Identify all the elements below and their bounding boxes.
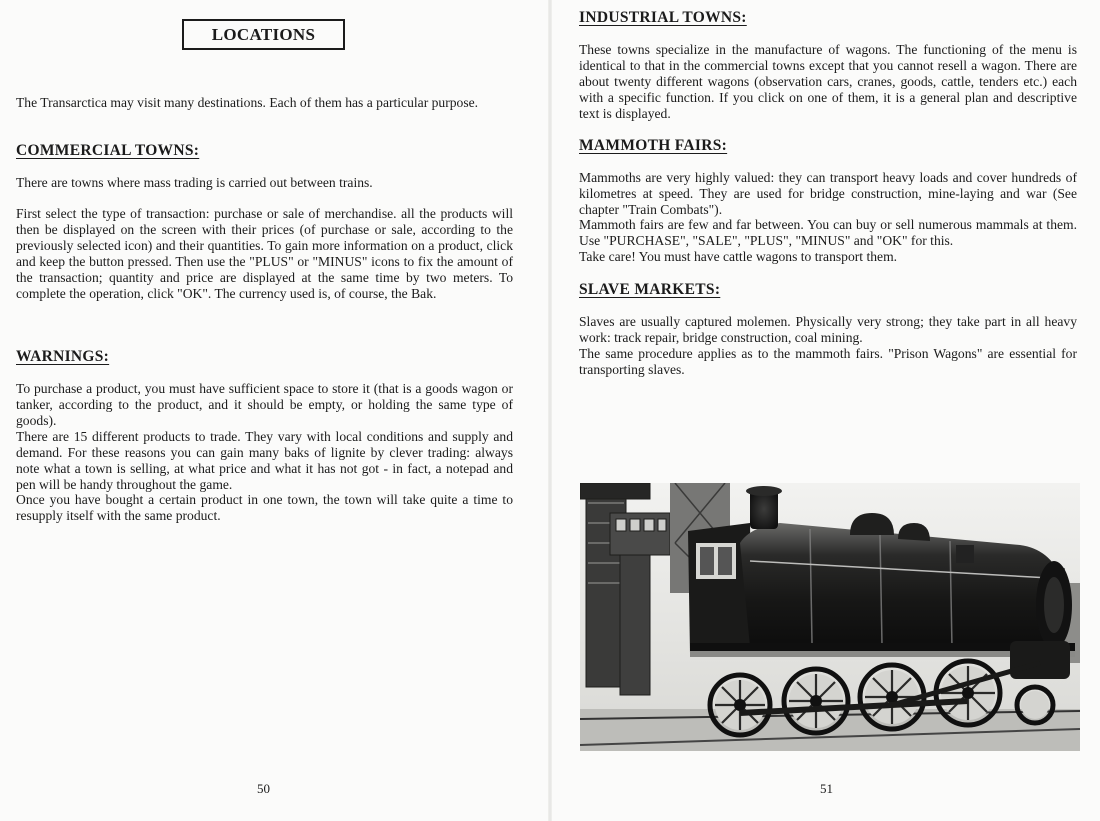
mammoth-value-paragraph: Mammoths are very highly valued: they can transport heavy loads and cover hundreds of kilometres at speed. They are used for bridge construction, mine-laying and war (See chapter "Train Combats"). <box>579 170 1077 217</box>
mammoth-fairs-paragraph: Mammoth fairs are few and far between. You can buy or sell numerous mammals at them. Use "PURCHASE", "SALE", "PLUS", "MINUS" and "OK" for this. <box>579 217 1077 248</box>
commercial-towns-heading: COMMERCIAL TOWNS: <box>16 142 200 159</box>
locations-title: LOCATIONS <box>182 19 345 50</box>
warnings-heading: WARNINGS: <box>16 348 110 365</box>
page-number-right: 51 <box>820 781 833 796</box>
mammoth-warning-paragraph: Take care! You must have cattle wagons to transport them. <box>579 249 898 264</box>
left-page <box>0 0 548 821</box>
industrial-paragraph: These towns specialize in the manufacture of wagons. The functioning of the menu is identical to that in the commercial towns except that you cannot resell a wagon. There are about twenty different wagons (observation cars, cranes, goods, cattle, tenders etc.) each with a specific function. If you click on one of them, it is a general plan and descriptive text is displayed. <box>579 42 1077 121</box>
slave-markets-heading: SLAVE MARKETS: <box>579 281 721 298</box>
warnings-products-paragraph: There are 15 different products to trade. They vary with local conditions and supply and demand. For these reasons you can gain many baks of lignite by clever trading: always note what a town is selling, at what price and what it has not got - in fact, a notepad and pen will be handy throughout the game. <box>16 429 513 492</box>
warnings-storage-paragraph: To purchase a product, you must have sufficient space to store it (that is a goods wagon or tanker, according to the product, and it should be empty, or holding the same type of goods). <box>16 381 513 428</box>
warnings-resupply-paragraph: Once you have bought a certain product in one town, the town will take quite a time to resupply itself with the same product. <box>16 492 513 523</box>
industrial-towns-heading: INDUSTRIAL TOWNS: <box>579 9 747 26</box>
slave-description-paragraph: Slaves are usually captured molemen. Physically very strong; they take part in all heavy work: track repair, bridge construction, coal mining. <box>579 314 1077 345</box>
page-number-left: 50 <box>257 781 270 796</box>
commercial-procedure-paragraph: First select the type of transaction: purchase or sale of merchandise. all the products will then be displayed on the screen with their prices (of purchase or sale, according to the previously selected icon) and their quantities. To gain more information on a product, click and keep the button pressed. Then use the "PLUS" or "MINUS" icons to fix the amount of the transaction; quantity and price are displayed at the same time by two meters. To complete the operation, click "OK". The currency used is, of course, the Bak. <box>16 206 513 301</box>
commercial-intro-paragraph: There are towns where mass trading is carried out between trains. <box>16 175 373 190</box>
steam-locomotive-photo <box>580 483 1080 751</box>
mammoth-fairs-heading: MAMMOTH FAIRS: <box>579 137 728 154</box>
slave-procedure-paragraph: The same procedure applies as to the mammoth fairs. "Prison Wagons" are essential for transporting slaves. <box>579 346 1077 377</box>
intro-paragraph: The Transarctica may visit many destinations. Each of them has a particular purpose. <box>16 95 479 110</box>
